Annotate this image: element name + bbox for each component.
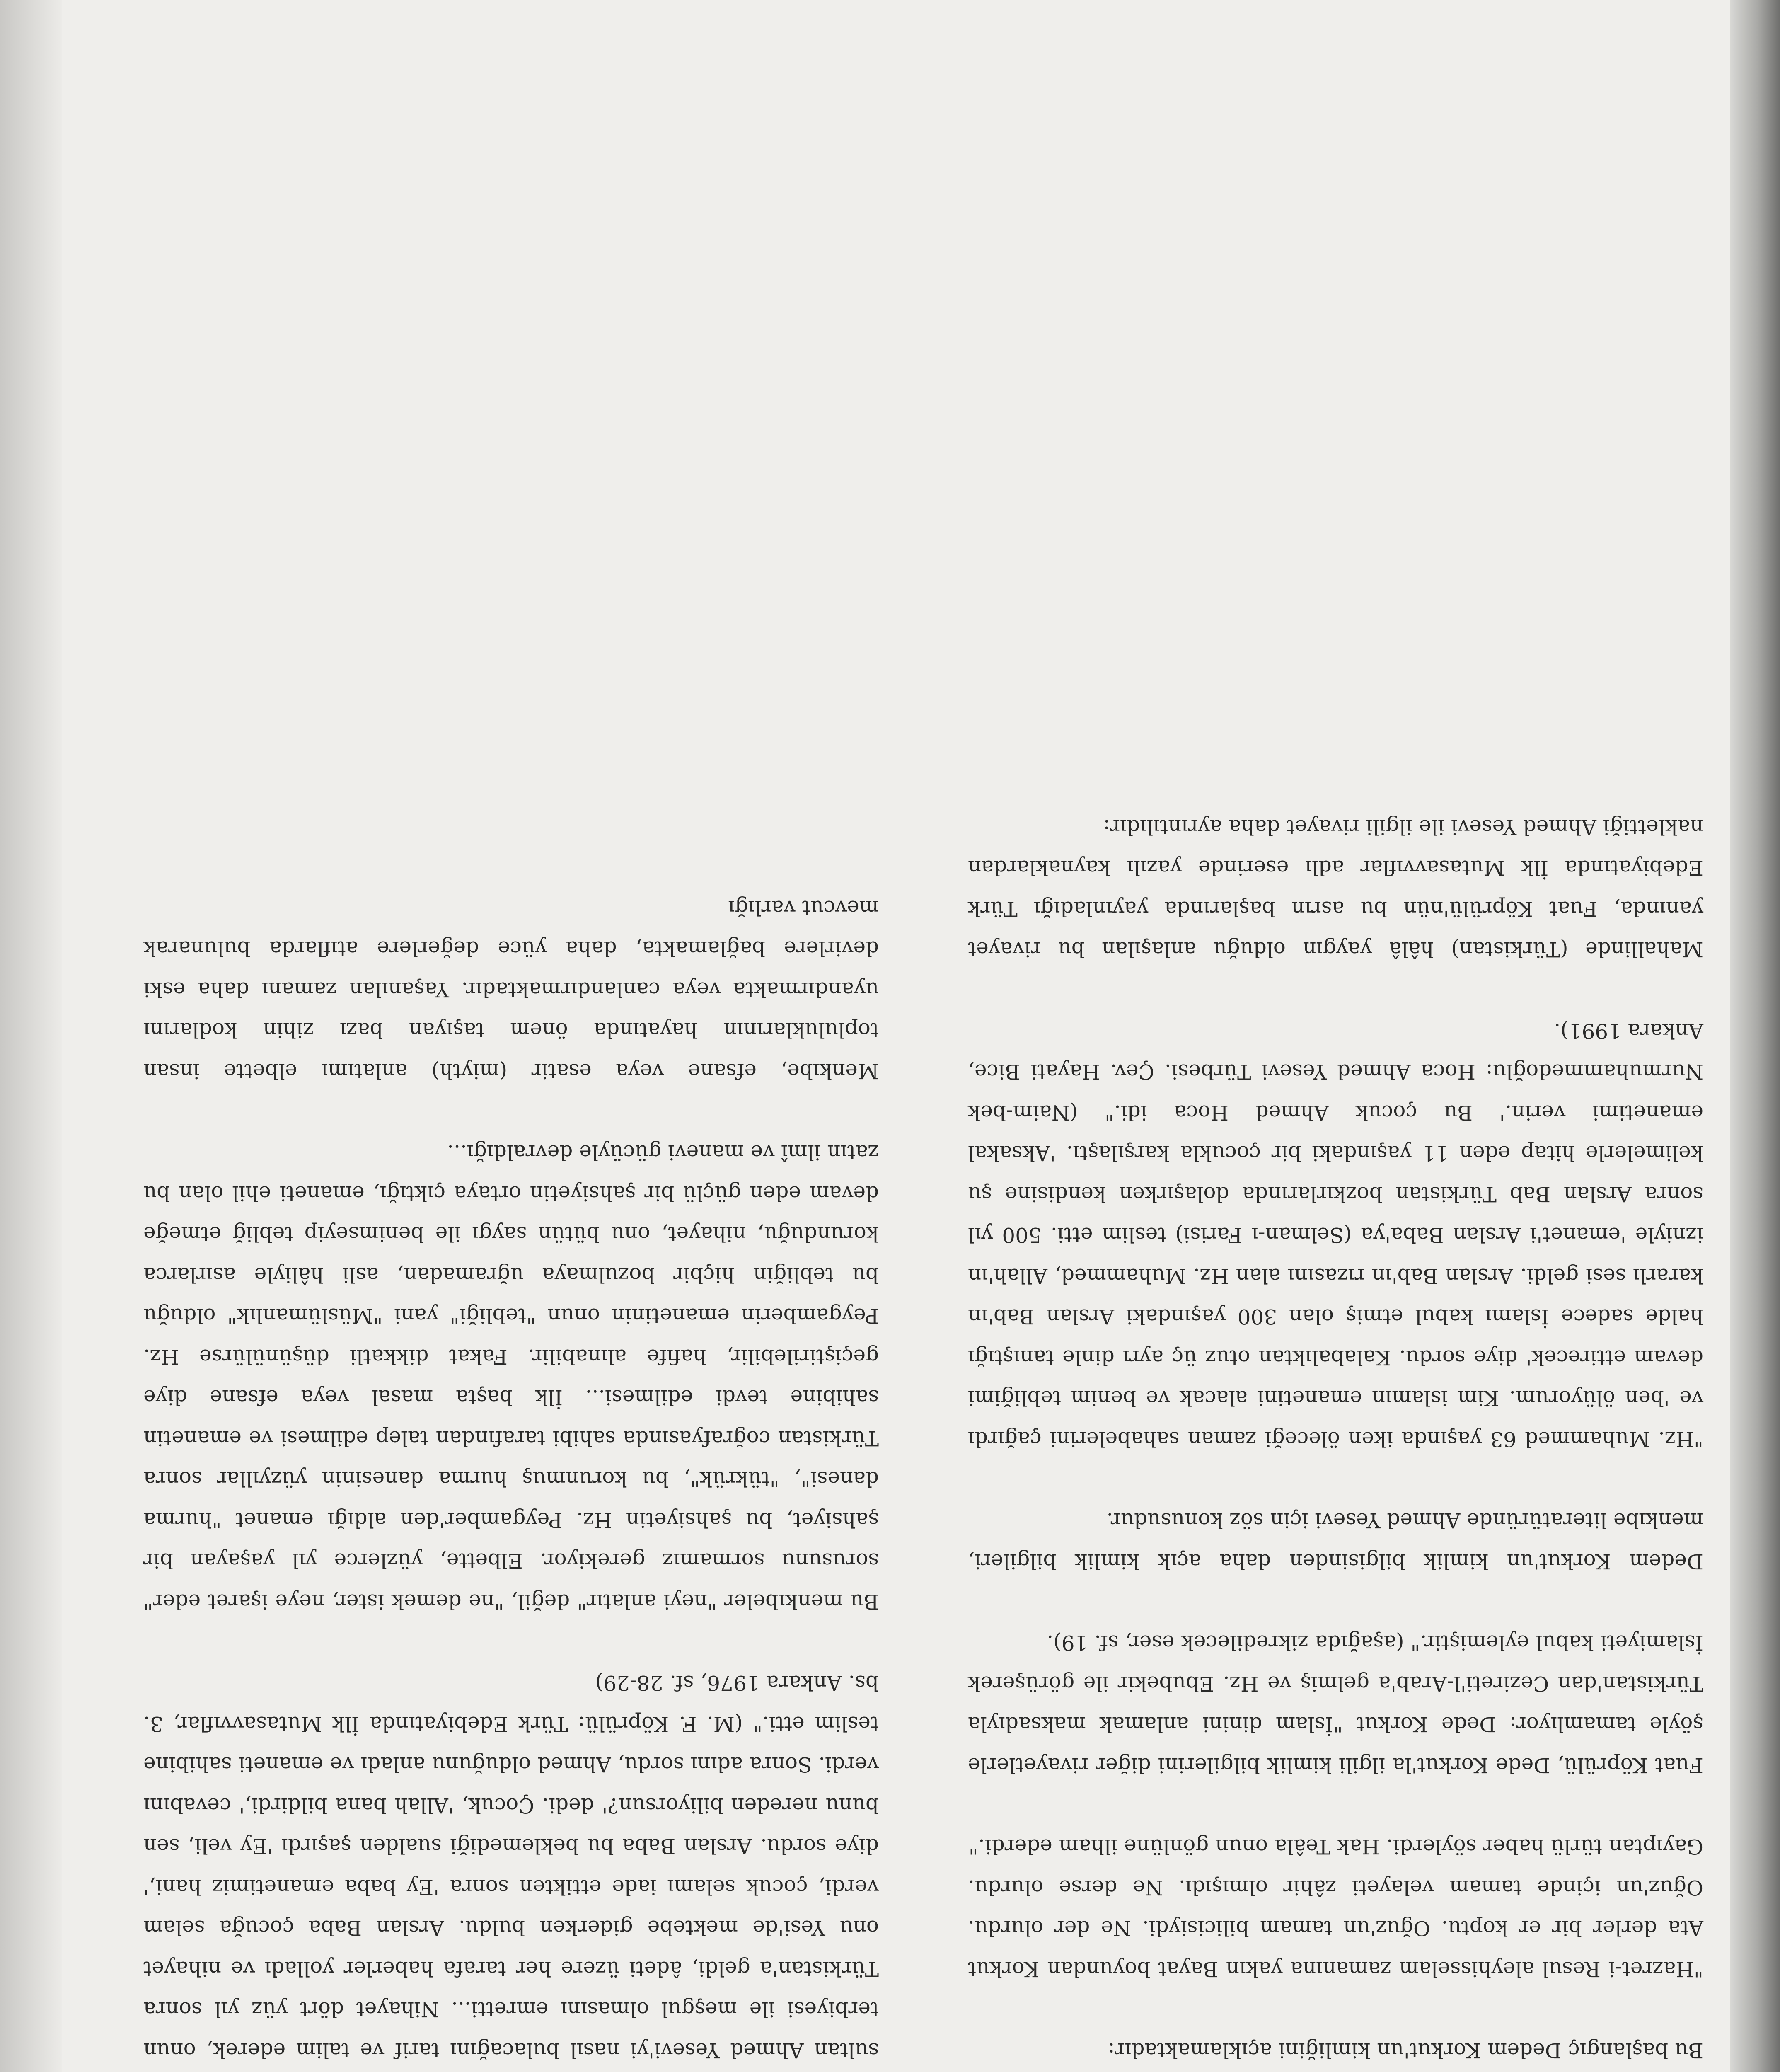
book-gutter-shadow bbox=[1730, 0, 1780, 2072]
paragraph: Menkıbe, efsane veya esatir (miyth) anlatımı elbette insan topluluklarının hayatında önem taşıyan bazı zihin kodlarını uyandırmakta veya canlandırmaktadır. Yaşanılan zamanı daha eski devirlere bağlamakta, daha yüce değerlere atıflarda bulunarak mevcut varlığı bbox=[143, 896, 879, 1083]
quote-paragraph: "Hz. Muhammed 63 yaşında iken öleceği zaman sahabelerini çağırdı ve 'ben ölüyorum. Kim islamın emanetini alacak ve benim tebliğimi devam ettirecek' diye sordu. Kalabalıktan otuz üç ayrı dinle tanıştığı halde sadece İslamı kabul etmiş olan 300 yaşındaki Arslan Bab'ın kararlı sesi geldi. Arslan Bab'ın rızasını alan Hz. Muhammed, Allah'ın izniyle 'emanet'i Arslan Baba'ya (Selman-ı Farisi) teslim etti. 500 yıl sonra Arslan Bab Türkistan bozkırlarında dolaşırken kendisine şu kelimelerle hitap eden 11 yaşındaki bir çocukla karşılaştı. 'Aksakal emanetimi verin.' Bu çocuk Ahmed Hoca idi." (Naim-bek Nurmuhammedoğlu: Hoca Ahmed Yesevi Türbesi. Çev. Hayati Bice, Ankara 1991). bbox=[968, 1019, 1703, 1451]
quote-paragraph: "Hazret-i Resul aleyhisselam zamanına yakın Bayat boyundan Korkut Ata derler bir er koptu. Oğuz'un tamam bilicisiydi. Ne der olurdu. Oğuz'un içinde tamam velayeti zâhir olmışıdı. Ne derse olurdu. Gayıptan türlü haber söylerdi. Hak Teâla onun gönlüne ilham ederdi." bbox=[968, 1835, 1703, 1981]
paragraph: Bu başlangıç Dedem Korkut'un kimliğini açıklamaktadır: bbox=[1108, 2038, 1703, 2063]
left-column bbox=[968, 807, 1703, 2072]
page-edge bbox=[0, 0, 62, 2072]
quote-paragraph: sultan Ahmed Yesevi'yi nasıl bulacağını tarif ve talim ederek, onun terbiyesi ile meşgul olmasını emretti... Nihayet dört yüz yıl sonra Türkistan'a geldi, âdeti üzere her tarafa haberler yolladı ve nihayet onu Yesi'de mektebe giderken buldu. Arslan Baba çocuğa selam verdi, çocuk selamı iade ettikten sonra 'Ey baba emanetimiz hani,' diye sordu. Arslan Baba bu beklemediği sualden şaşırdı 'Ey veli, sen bunu nereden biliyorsun?' dedi. Çocuk, 'Allah bana bildirdi,' cevabını verdi. Sonra adını sordu, Ahmed olduğunu anladı ve emaneti sahibine teslim etti." (M. F. Köprülü: Türk Edebiyatında İlk Mutasavvıflar, 3. bs. Ankara 1976, sf. 28-29) bbox=[143, 1671, 879, 2062]
paragraph: Fuat Köprülü, Dede Korkut'la ilgili kimlik bilgilerini diğer rivayetlerle şöyle tamamlıyor: Dede Korkut "İslam dinini anlamak maksadıyla Türkistan'dan Cezireti'l-Arab'a gelmiş ve Hz. Ebubekir ile görüşerek İslamiyeti kabul eylemiştir." (aşağıda zikredilecek eser, sf. 19). bbox=[968, 1631, 1703, 1777]
right-column bbox=[143, 888, 879, 2072]
paragraph: Mahallinde (Türkistan) hâlâ yaygın olduğu anlaşılan bu rivayet yanında, Fuat Köprülü'nün bu asrın başlarında yayınladığı Türk Edebiyatında İlk Mutasavvıflar adlı eserinde yazılı kaynaklardan naklettiği Ahmed Yesevi ile ilgili rivayet daha ayrıntılıdır: bbox=[968, 815, 1703, 962]
paragraph: Bu menkıbeler "neyi anlatır" değil, "ne demek ister, neye işaret eder" sorusunu sormamız gerekiyor. Elbette, yüzlerce yıl yaşayan bir şahsiyet, bu şahsiyetin Hz. Peygamber'den aldığı emanet "hurma danesi", "tükrük", bu korunmuş hurma danesinin yüzyıllar sonra Türkistan coğrafyasında sahibi tarafından talep edilmesi ve emanetin sahibine tevdi edilmesi... İlk başta masal veya efsane diye geçiştirilebilir, hafife alınabilir. Fakat dikkatli düşünülürse Hz. Peygamberin emanetinin onun "tebliği" yani "Müslümanlık" olduğu bu tebliğin hiçbir bozulmaya uğramadan, asli hâliyle asırlarca korunduğu, nihayet, onu bütün saygı ile benimseyip tebliğ etmeğe devam eden güçlü bir şahsiyetin ortaya çıktığı, emaneti ehil olan bu zatın ilmî ve manevi gücüyle devraldığı... bbox=[143, 1140, 879, 1614]
paragraph: Dedem Korkut'un kimlik bilgisinden daha açık kimlik bilgileri, menkıbe literatüründe Ahmed Yesevi için söz konusudur. bbox=[968, 1508, 1703, 1573]
